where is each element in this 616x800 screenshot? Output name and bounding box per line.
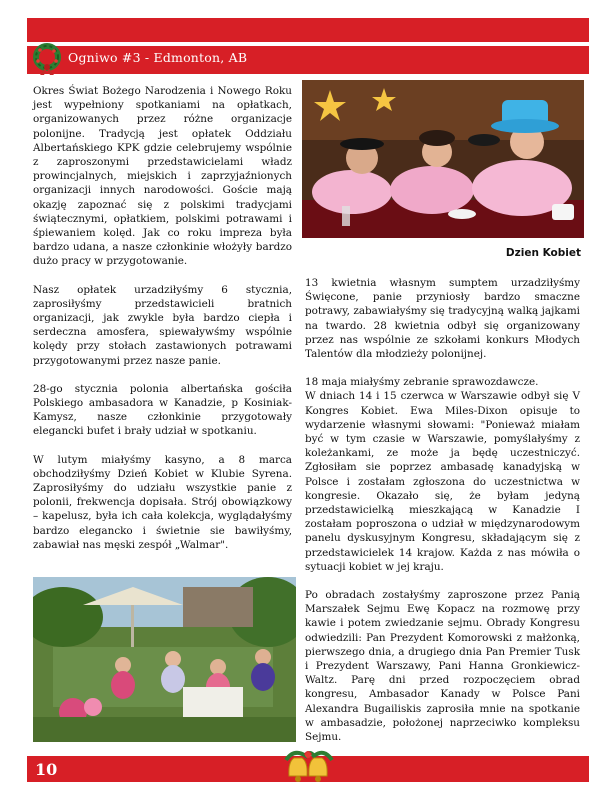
paragraph: Nasz opłatek urzadziłyśmy 6 stycznia, zaprosiłyśmy przedstawicieli bratnich organizacji, jak zwykle była bardzo ciepła i serdeczna amosfera, spiewaływśmy wspólnie kolędy przy stołach zastawionych potrawami przygotowanymi przez nasze panie. bbox=[33, 283, 292, 367]
paragraph: Okres Świat Bożego Narodzenia i Nowego Roku jest wypełniony spotkaniami na opłatkach, organizowanych przez różne organizacje polonijne. Tradycją jest opłatek Oddziału Albertańskiego KPK gdzie celebrujemy wspólnie z zaproszonymi przedstawicielami władz prowincjalnych, miejskich i zaprzyjaźnionych organizacji innych narodowości. Goście mają okazję zapoznać się z polskimi tradycjami świątecznymi, opłatkiem, polskimi potrawami i śpiewaniem kolęd. Jak co roku impreza była bardzo udana, a nasze członkinie włożyły bardzo dużo pracy w przygotowanie. bbox=[33, 85, 292, 268]
photo-caption: Dzien Kobiet bbox=[505, 247, 581, 259]
paragraph: 28-go stycznia polonia albertańska gościła Polskiego ambasadora w Kanadzie, p Kosiniak-Kamysz, nasze członkinie przygotowały elegancki bufet i brały udział w spotkaniu. bbox=[33, 382, 292, 438]
christmas-wreath-icon bbox=[32, 42, 62, 76]
photo-garden-party bbox=[33, 577, 296, 742]
christmas-bells-icon bbox=[280, 746, 336, 788]
paragraph: Po obradach zostałyśmy zaproszone przez Panią Marszałek Sejmu Ewę Kopacz na rozmowę przy kawie i potem zwiedzanie sejmu. Obrady Kongresu odwiedzili: Pan Prezydent Komorowski z małżonką, pierwszego dnia, a drugiego dnia Pan Premier Tusk i Prezydent Warszawy, Pani Hanna Gronkiewicz-Waltz. Parę dni przed rozpoczęciem obrad kongresu, Ambasador Kanady w Polsce Pani Alexandra Bugailiskis zaprosiła mnie na spotkanie w ambasadzie, położonej naprzeciwko kompleksu Sejmu. bbox=[305, 589, 580, 744]
paragraph: W lutym miałyśmy kasyno, a 8 marca obchodziłyśmy Dzień Kobiet w Klubie Syrena. Zaprosiłyśmy do udziału wszystkie panie z polonii, frekwencja dopisała. Strój obowiązkowy – kapelusz, była ich cała kolekcja, wyglądałyśmy bardzo elegancko i świetnie sie bawiłyśmy, zabawiał nas męski zespół „Walmar". bbox=[33, 453, 292, 551]
paragraph: W dniach 14 i 15 czerwca w Warszawie odbył się V Kongres Kobiet. Ewa Miles-Dixon opisuje to wydarzenie własnymi słowami: "Ponieważ miałam być w tym czasie w Warszawie, pomyślałyśmy z koleżankami, ze może ja będę uczestniczyć. Zgłosiłam sie poprzez ambasadę kanadyjską w Polsce i zostałam zgłoszona do uczestnictwa w kongresie. Okazało się, że byłam jedyną przedstawicielką mieszkającą w Kanadzie I zostałam poproszona o udział w międzynarodowym panelu dyskusyjnym Kongresu, składającym się z przedstawicielek 14 krajow. Każda z nas mówiła o sytuacji kobiet w jej kraju. bbox=[305, 390, 580, 573]
paragraph: 18 maja miałyśmy zebranie sprawozdawcze. bbox=[305, 376, 539, 389]
page-number: 10 bbox=[35, 760, 58, 779]
paragraph: 13 kwietnia własnym sumptem urzadziłyśmy Święcone, panie przyniosły bardzo smaczne potrawy, zabawiałyśmy się tradycyjną walką jajkami na twardo. 28 kwietnia odbył się organizowany przez nas wspólnie ze szkołami konkurs Młodych Talentów dla młodzieży polonijnej. bbox=[305, 277, 580, 361]
section-title: Ogniwo #3 - Edmonton, AB bbox=[68, 50, 248, 65]
right-text-column bbox=[305, 276, 580, 758]
left-text-column bbox=[33, 84, 292, 566]
top-red-bar bbox=[27, 18, 589, 42]
photo-dzien-kobiet bbox=[302, 80, 584, 238]
